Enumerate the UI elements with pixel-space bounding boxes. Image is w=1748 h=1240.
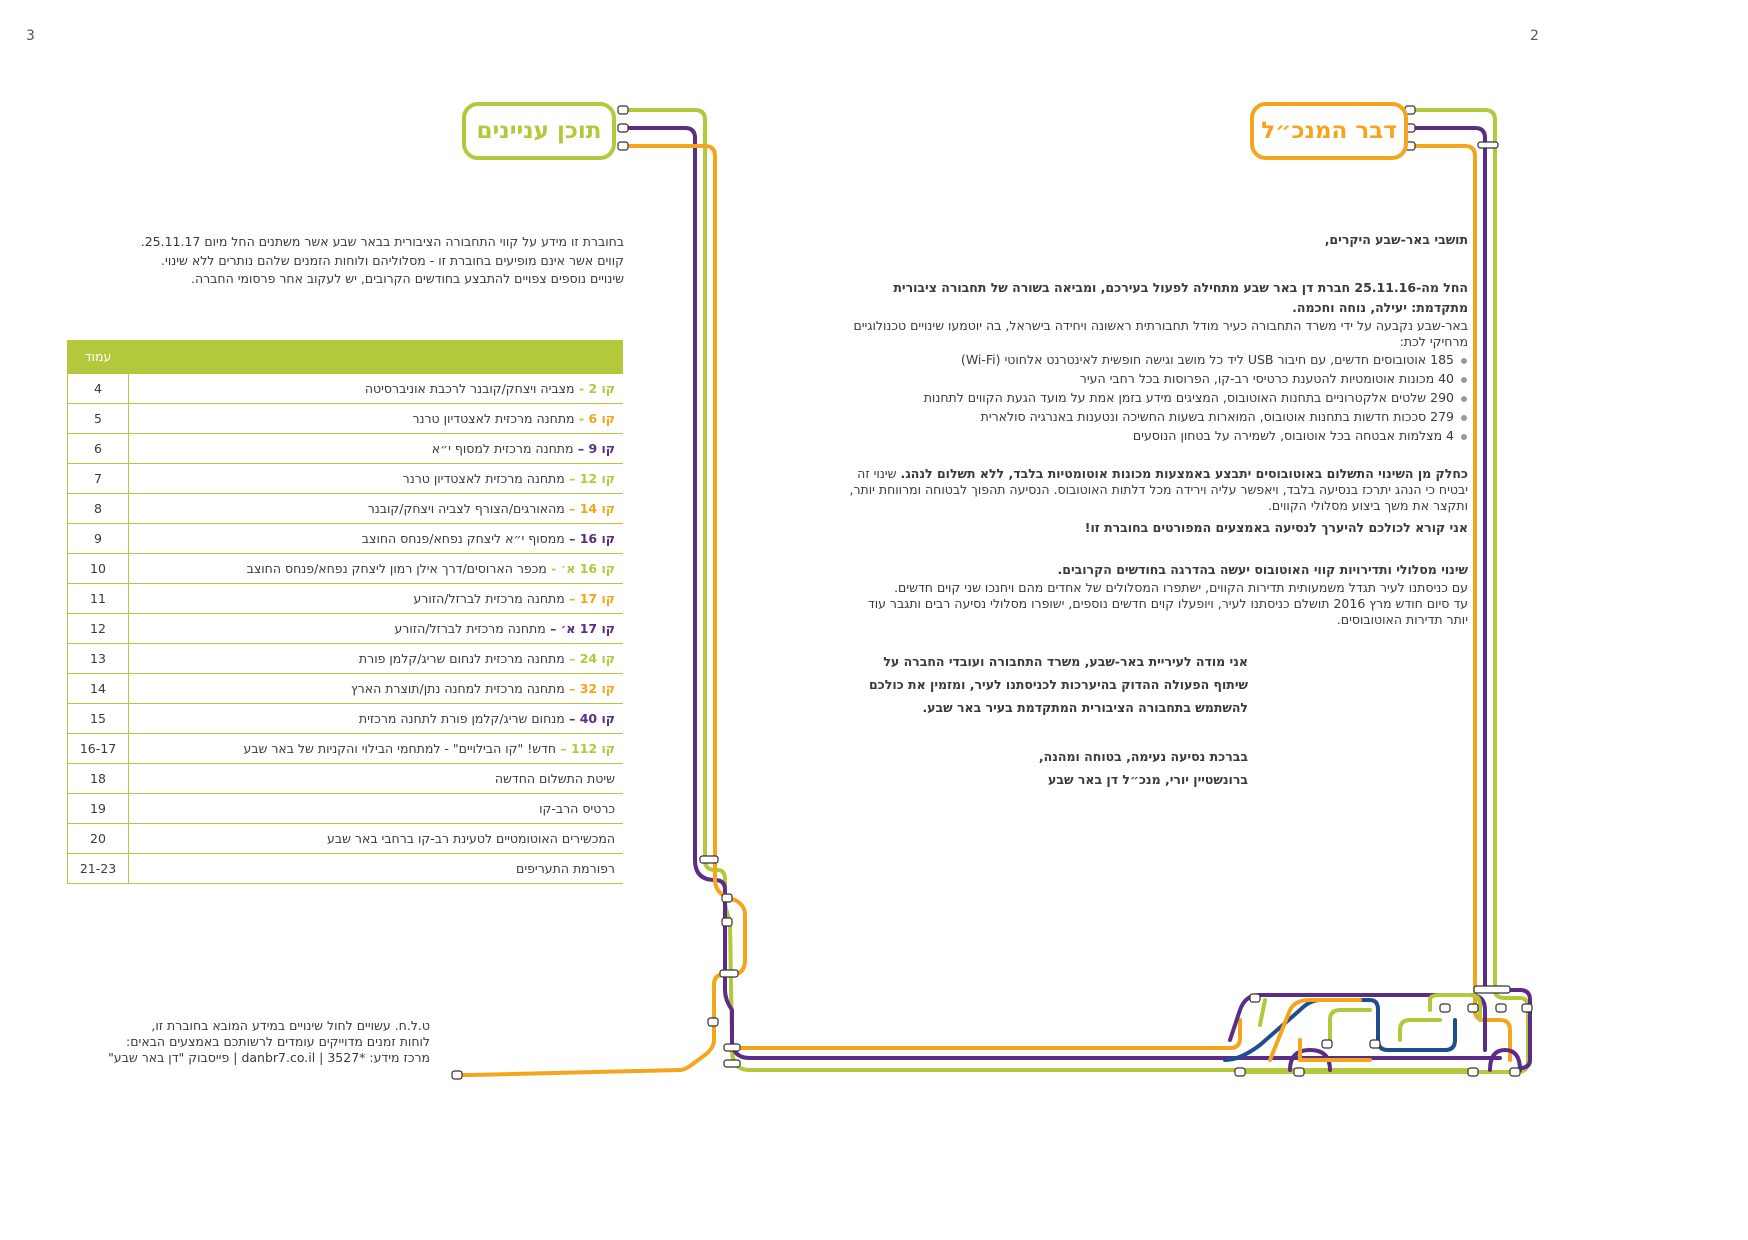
toc-row: [68, 404, 624, 434]
para6: אני מודה לעיריית באר-שבע, משרד התחבורה ועובדי החברה על שיתוף הפעולה ההדוק בהיערכות לכניסתנו לעיר, ומזמין את כולכם להשתמש בתחבורה הציבורית המתקדמת בעיר באר שבע.: [868, 654, 1248, 715]
para2-bold: כחלק מן השינוי התשלום באוטובוסים יתבצע באמצעות מכונות אוטומטיות בלבד, ללא תשלום לנהג.: [900, 466, 1468, 481]
toc-separator: –: [564, 681, 580, 696]
para4: עם כניסתנו לעיר תגדל משמעותית תדירות הקווים, ישתפרו המסלולים של אחדים מהם ויחנכו שני קוים חדשים.: [894, 580, 1468, 595]
feature-list: [848, 352, 1468, 444]
footer-note: [60, 1018, 430, 1066]
toc-row: [68, 794, 624, 824]
toc-line-number: קו 6: [588, 411, 615, 426]
para3: אני קורא לכולכם להיערך לנסיעה באמצעים המפורטים בחוברת זו!: [1084, 520, 1468, 535]
toc-page-number: 18: [68, 764, 129, 794]
station-marker: [1322, 1040, 1332, 1048]
footer-line-3: מרכז מידע: *3527 | danbr7.co.il | פייסבוק "דן באר שבע": [108, 1050, 430, 1065]
station-marker: [708, 1018, 718, 1026]
toc-row: [68, 644, 624, 674]
toc-row-title: [129, 674, 624, 704]
intro-line-1: קווים אשר אינם מופיעים בחוברת זו - מסלוליהם ולוחות הזמנים שלהם נותרים ללא שינוי.: [161, 253, 624, 268]
station-marker: [1510, 1068, 1520, 1076]
toc-row: [68, 374, 624, 404]
toc-row-title: [129, 374, 624, 404]
intro-line-2: שינויים נוספים צפויים להתבצע בחודשים הקרובים, יש לעקוב אחר פרסומי החברה.: [190, 271, 624, 286]
toc-description: מתחנה מרכזית לברזל/הזורע: [413, 591, 565, 606]
toc-page-number: 7: [68, 464, 129, 494]
toc-row-title: [129, 854, 624, 884]
toc-page-number: 12: [68, 614, 129, 644]
station-marker: [1478, 142, 1498, 148]
station-marker: [1250, 994, 1260, 1002]
toc-row: [68, 704, 624, 734]
toc-page-number: 5: [68, 404, 129, 434]
station-marker: [1370, 1040, 1380, 1048]
toc-description: כרטיס הרב-קו: [539, 801, 615, 816]
para1: באר-שבע נקבעה על ידי משרד התחבורה כעיר מודל תחבורתית ראשונה ויחידה בישראל, בה יוטמעו שינויים טכנולוגיים מרחיקי לכת:: [853, 318, 1468, 349]
toc-description: מתחנה מרכזית לנחום שריג/קלמן פורת: [358, 651, 565, 666]
toc-line-number: קו 24: [579, 651, 615, 666]
toc-description: מתחנה מרכזית לאצטדיון טרנר: [402, 471, 565, 486]
toc-page-number: 16-17: [68, 734, 129, 764]
toc-line-number: קו 16 א׳: [560, 561, 615, 576]
page-title-toc: [462, 102, 616, 160]
toc-row-title: [129, 464, 624, 494]
toc-row-title: [129, 824, 624, 854]
toc-separator: -: [574, 381, 589, 396]
toc-page-number: 21-23: [68, 854, 129, 884]
station-marker: [720, 970, 738, 977]
toc-line-number: קו 9: [588, 441, 615, 456]
toc-title-text: תוכן עניינים: [476, 118, 602, 144]
toc-row-title: [129, 764, 624, 794]
toc-description: חדש! "קו הבילויים" - למתחמי הבילוי והקניות של באר שבע: [243, 741, 557, 756]
ceo-title-text: דבר המנכ״ל: [1261, 118, 1397, 144]
greeting: תושבי באר-שבע היקרים,: [1324, 232, 1468, 247]
para2-text: שינוי זה יבטיח כי הנהג יתרכז בנסיעה בלבד, ויאפשר עליה וירידה מכל דלתות האוטובוס. הנסיעה תהפוך לבטוחה ומרווחת יותר, ותקצר את משך ביצוע מסלולי הקווים.: [849, 466, 1468, 513]
toc-description: מתחנה מרכזית לברזל/הזורע: [394, 621, 546, 636]
toc-row: [68, 524, 624, 554]
signature-line-2: ברונשטיין יורי, מנכ״ל דן באר שבע: [1048, 772, 1248, 787]
toc-description: מתחנה מרכזית לאצטדיון טרנר: [412, 411, 575, 426]
toc-description: רפורמת התעריפים: [516, 861, 615, 876]
page-number-right: 2: [1530, 28, 1539, 44]
toc-row-title: [129, 704, 624, 734]
toc-line-number: קו 12: [579, 471, 615, 486]
toc-table: [67, 340, 623, 884]
toc-separator: –: [564, 711, 580, 726]
station-marker: [618, 106, 628, 114]
toc-row-title: [129, 794, 624, 824]
toc-row: [68, 434, 624, 464]
toc-description: מתחנה מרכזית למסוף י״א: [431, 441, 574, 456]
toc-page-number: 4: [68, 374, 129, 404]
ceo-letter: [848, 232, 1468, 791]
station-marker: [722, 894, 732, 902]
toc-page-number: 20: [68, 824, 129, 854]
toc-separator: –: [556, 741, 572, 756]
toc-separator: –: [573, 441, 589, 456]
toc-row-title: [129, 554, 624, 584]
intro-bold: בחוברת זו מידע על קווי התחבורה הציבורית בבאר שבע אשר משתנים החל מיום 25.11.17.: [140, 234, 624, 249]
toc-description: ממסוף י״א ליצחק נפחא/פנחס החוצב: [361, 531, 565, 546]
toc-separator: –: [564, 531, 580, 546]
station-marker: [618, 124, 628, 132]
toc-row-title: [129, 644, 624, 674]
page-number-left: 3: [26, 28, 35, 44]
footer-line-1: ט.ל.ח. עשויים לחול שינויים במידע המובא בחוברת זו,: [151, 1018, 430, 1033]
station-marker: [1522, 1004, 1532, 1012]
toc-header-page: עמוד: [68, 340, 129, 374]
toc-row: [68, 674, 624, 704]
toc-separator: –: [564, 651, 580, 666]
list-item: 4 מצלמות אבטחה בכל אוטובוס, לשמירה על בטחון הנוסעים: [848, 428, 1454, 444]
para1-bold: החל מה-25.11.16 חברת דן באר שבע מתחילה לפעול בעירכם, ומביאה בשורה של תחבורה ציבורית מתקדמת: יעילה, נוחה וחכמה.: [893, 280, 1468, 315]
list-item: 279 סככות חדשות בתחנות אוטובוס, המוארות בשעות החשיכה ונטענות באנרגיה סולארית: [848, 409, 1454, 425]
toc-row-title: [129, 494, 624, 524]
station-marker: [724, 1044, 740, 1051]
toc-page-number: 14: [68, 674, 129, 704]
toc-row-title: [129, 614, 624, 644]
toc-page-number: 6: [68, 434, 129, 464]
toc-line-number: קו 16: [579, 531, 615, 546]
toc-description: המכשירים האוטומטיים לטעינת רב-קו ברחבי באר שבע: [327, 831, 615, 846]
toc-row: [68, 824, 624, 854]
toc-page-number: 11: [68, 584, 129, 614]
toc-description: מכפר הארוסים/דרך אילן רמון ליצחק נפחא/פנחס החוצב: [246, 561, 547, 576]
toc-line-number: קו 17: [579, 591, 615, 606]
signature-line-1: בברכת נסיעה נעימה, בטוחה ומהנה,: [1038, 749, 1248, 764]
toc-header-row: [68, 340, 624, 374]
footer-line-2: לוחות זמנים מדוייקים עומדים לרשותכם באמצעים הבאים:: [126, 1034, 430, 1049]
station-marker: [722, 918, 732, 926]
orange-route-bottom: [732, 1020, 1240, 1048]
toc-row: [68, 734, 624, 764]
toc-page-number: 9: [68, 524, 129, 554]
toc-line-number: קו 2: [588, 381, 615, 396]
toc-description: מהאורגים/הצורף לצביה ויצחק/קובנר: [367, 501, 565, 516]
para2: [848, 466, 1468, 514]
list-item: 185 אוטובוסים חדשים, עם חיבור USB ליד כל מושב וגישה חופשית לאינטרנט אלחוטי (Wi-Fi): [848, 352, 1454, 368]
para4-bold: שינוי מסלולי ותדירויות קווי האוטובוס יעשה בהדרגה בחודשים הקרובים.: [1057, 562, 1468, 577]
toc-row: [68, 554, 624, 584]
toc-row: [68, 464, 624, 494]
toc-line-number: קו 112: [571, 741, 615, 756]
para5: עד סיום חודש מרץ 2016 תושלם כניסתנו לעיר, ויופעלו קוים חדשים נוספים, ישופרו מסלולי נסיעה רבים ותגבר עוד יותר תדירות האוטובוסים.: [867, 596, 1468, 627]
toc-intro: [64, 232, 624, 288]
station-marker: [1440, 1004, 1450, 1012]
station-marker: [1474, 986, 1510, 993]
station-marker: [618, 142, 628, 150]
toc-separator: –: [564, 501, 580, 516]
station-marker: [724, 1060, 740, 1067]
toc-separator: –: [564, 591, 580, 606]
toc-line-number: קו 17 א׳: [560, 621, 615, 636]
station-marker: [700, 856, 718, 863]
station-marker: [1496, 1004, 1506, 1012]
toc-description: מתחנה מרכזית למחנה נתן/תוצרת הארץ: [350, 681, 565, 696]
toc-row: [68, 854, 624, 884]
toc-row-title: [129, 404, 624, 434]
toc-page-number: 10: [68, 554, 129, 584]
toc-separator: -: [546, 561, 561, 576]
list-item: 290 שלטים אלקטרוניים בתחנות האוטובוס, המציגים מידע בזמן אמת על מועד הגעת הקווים לתחנות: [848, 390, 1454, 406]
station-marker: [452, 1071, 462, 1079]
bus-outline: [1230, 995, 1485, 1050]
station-marker: [1294, 1068, 1304, 1076]
toc-page-number: 19: [68, 794, 129, 824]
station-marker: [1468, 1004, 1478, 1012]
toc-header-desc: [129, 340, 624, 374]
toc-row-title: [129, 434, 624, 464]
toc-line-number: קו 14: [579, 501, 615, 516]
page-title-ceo-letter: [1250, 102, 1408, 160]
toc-row: [68, 764, 624, 794]
toc-separator: –: [545, 621, 561, 636]
toc-row-title: [129, 584, 624, 614]
toc-line-number: קו 32: [579, 681, 615, 696]
toc-description: מנחום שריג/קלמן פורת לתחנה מרכזית: [358, 711, 565, 726]
toc-page-number: 8: [68, 494, 129, 524]
toc-row: [68, 584, 624, 614]
toc-page-number: 15: [68, 704, 129, 734]
toc-row-title: [129, 734, 624, 764]
toc-description: מצביה ויצחק/קובנר לרכבת אוניברסיטה: [364, 381, 575, 396]
toc-row: [68, 614, 624, 644]
toc-page-number: 13: [68, 644, 129, 674]
toc-separator: –: [564, 471, 580, 486]
toc-description: שיטת התשלום החדשה: [494, 771, 615, 786]
toc-row: [68, 494, 624, 524]
toc-separator: -: [574, 411, 589, 426]
list-item: 40 מכונות אוטומטיות להטענת כרטיסי רב-קו, הפרוסות בכל רחבי העיר: [848, 371, 1454, 387]
toc-row-title: [129, 524, 624, 554]
station-marker: [1468, 1068, 1478, 1076]
station-marker: [1235, 1068, 1245, 1076]
toc-line-number: קו 40: [579, 711, 615, 726]
